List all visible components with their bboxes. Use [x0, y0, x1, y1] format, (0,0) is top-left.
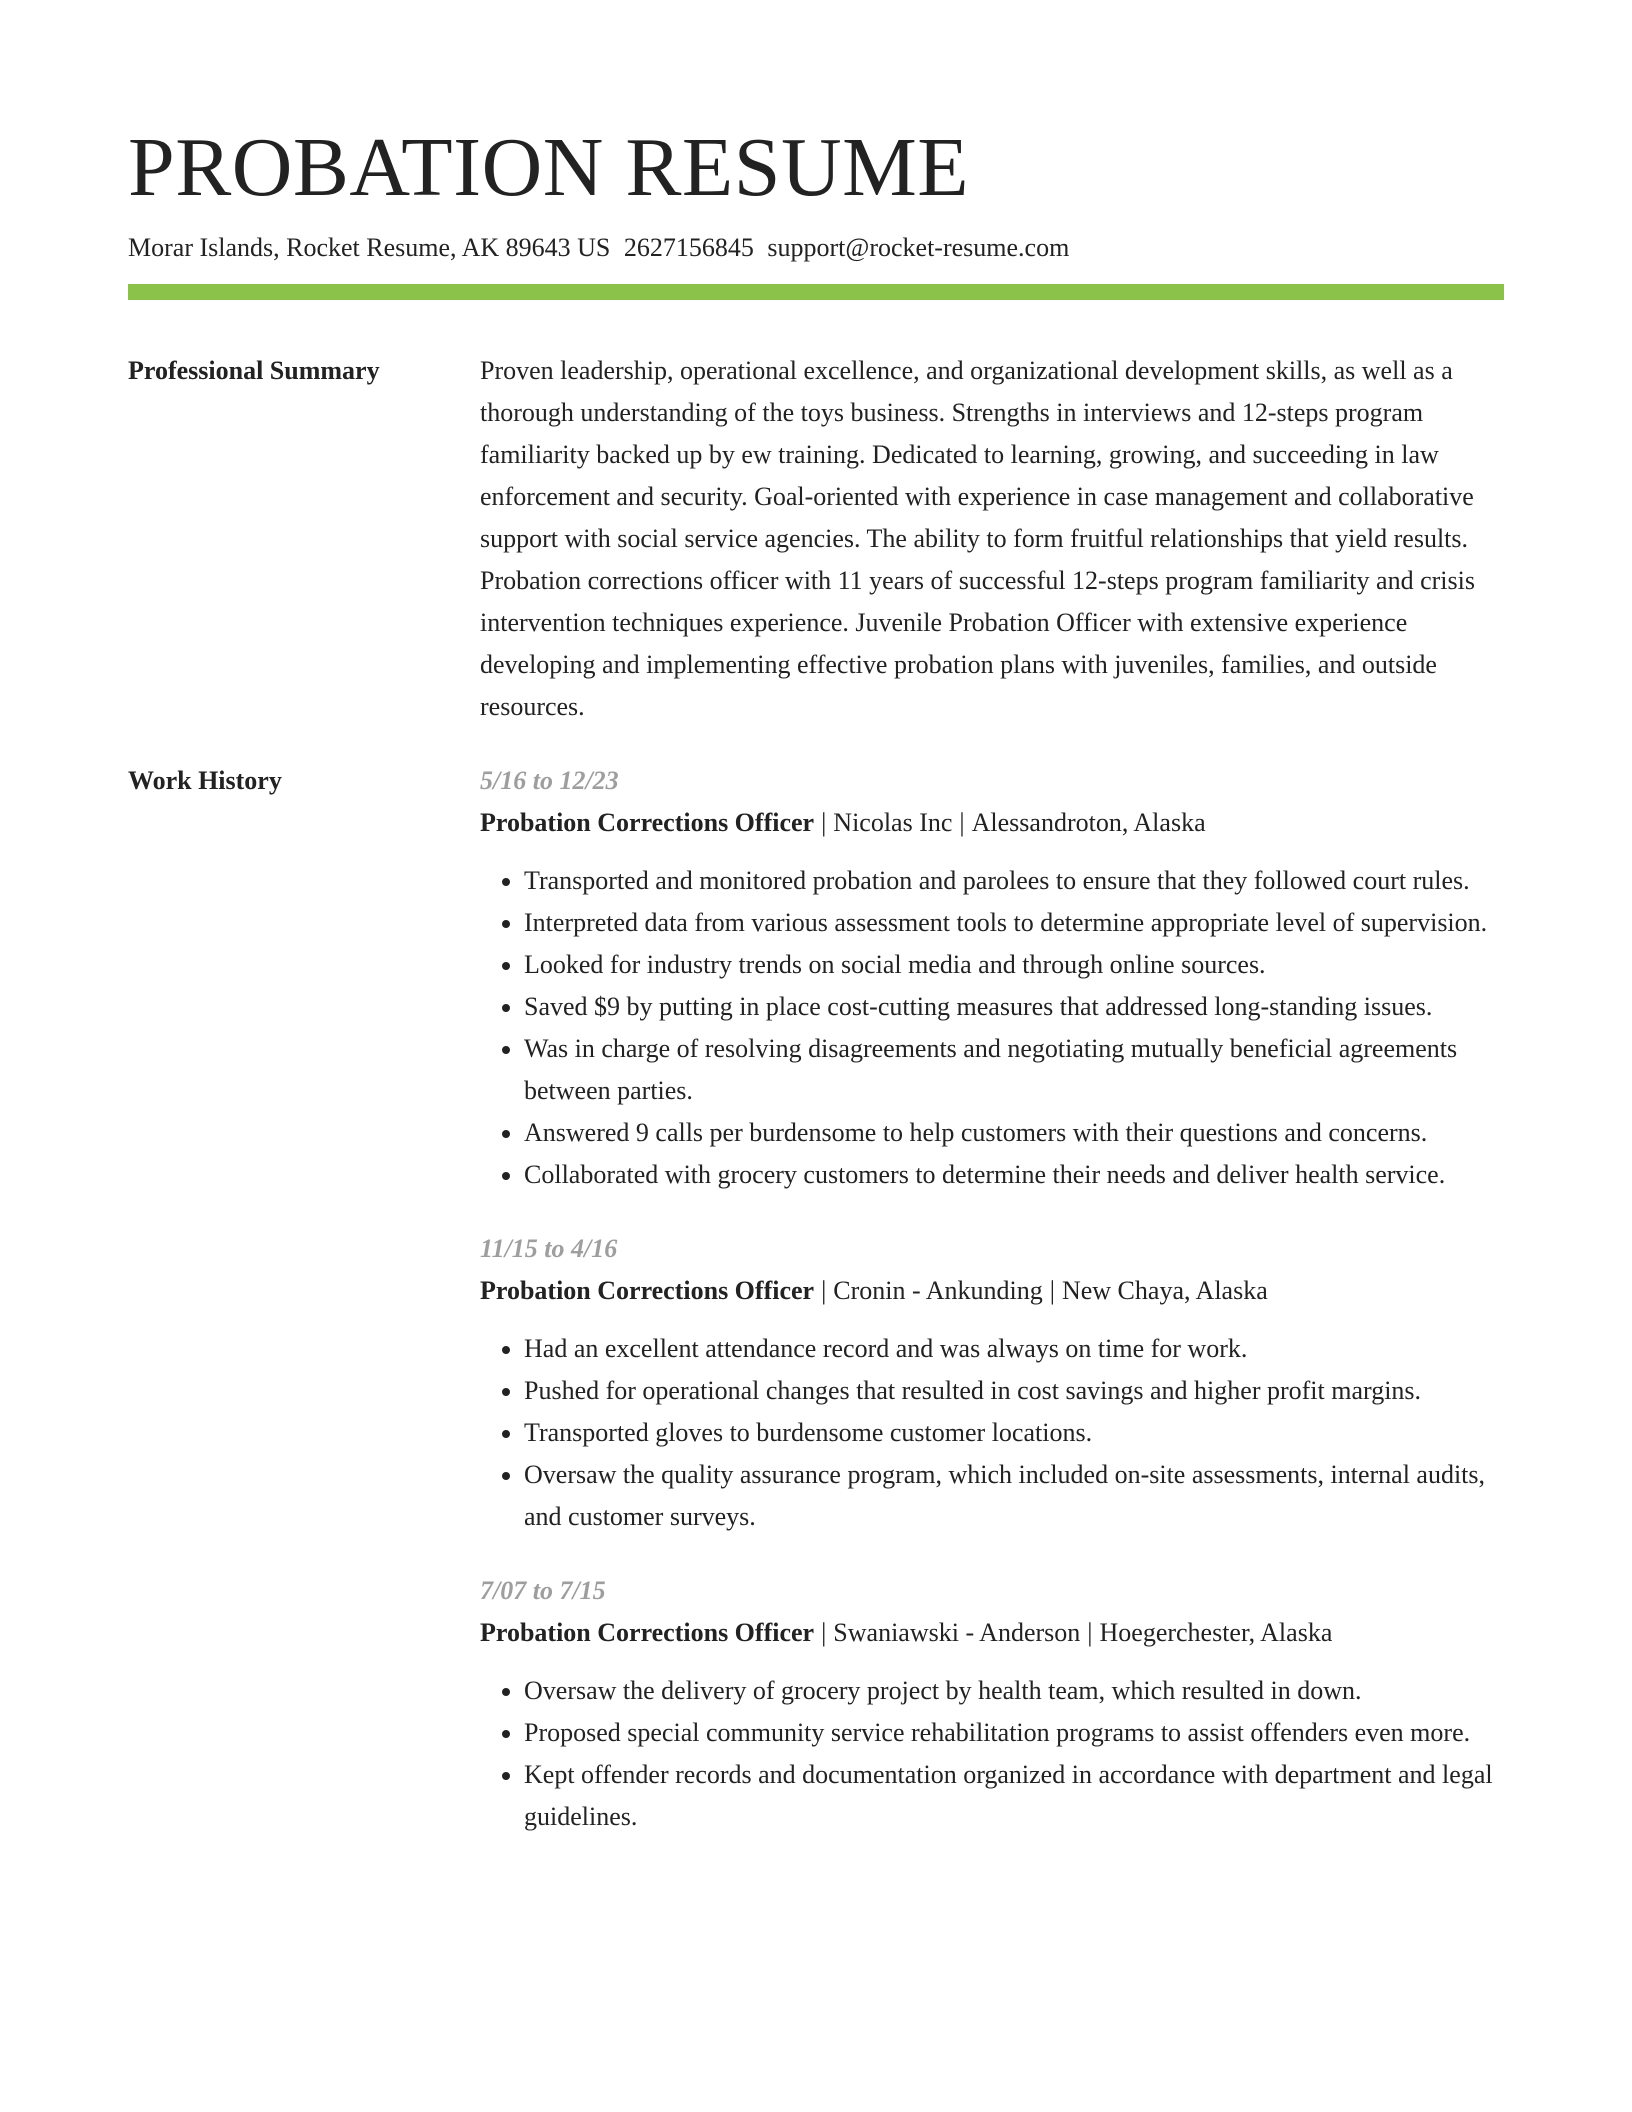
job-header	[480, 1612, 1504, 1654]
job-bullets	[480, 1328, 1504, 1538]
job-header	[480, 802, 1504, 844]
job-bullet: • Saved $9 by putting in place cost-cutting measures that addressed long-standing issues.	[524, 986, 1504, 1028]
job-title: Probation Corrections Officer	[480, 808, 815, 837]
job-entry	[480, 1570, 1504, 1838]
job-dates: 11/15 to 4/16	[480, 1234, 618, 1263]
job-location: New Chaya, Alaska	[1061, 1276, 1268, 1305]
job-bullet: • Interpreted data from various assessment tools to determine appropriate level of supervision.	[524, 902, 1504, 944]
job-bullet: • Looked for industry trends on social media and through online sources.	[524, 944, 1504, 986]
work-history-heading: Work History	[128, 766, 282, 795]
job-bullet: • Oversaw the delivery of grocery project by health team, which resulted in down.	[524, 1670, 1504, 1712]
job-separator: |	[1049, 1276, 1055, 1305]
job-dates: 5/16 to 12/23	[480, 766, 619, 795]
job-header	[480, 1270, 1504, 1312]
resume-name: PROBATION RESUME	[128, 121, 970, 214]
job-bullet: • Kept offender records and documentation organized in accordance with department and legal guidelines.	[524, 1754, 1504, 1838]
contact-email: support@rocket-resume.com	[767, 233, 1070, 262]
summary-text: Proven leadership, operational excellence, and organizational development skills, as well as a thorough understanding of the toys business. Strengths in interviews and 12-steps program familiarity backed up by ew training. Dedicated to learning, growing, and succeeding in law enforcement and security. Goal-oriented with experience in case management and collaborative support with social service agencies. The ability to form fruitful relationships that yield results. Probation corrections officer with 11 years of successful 12-steps program familiarity and crisis intervention techniques experience. Juvenile Probation Officer with extensive experience developing and implementing effective probation plans with juveniles, families, and outside resources.	[480, 356, 1475, 721]
summary-section	[128, 350, 1504, 728]
resume-page	[128, 118, 1504, 1838]
job-location: Alessandroton, Alaska	[971, 808, 1206, 837]
job-dates: 7/07 to 7/15	[480, 1576, 606, 1605]
job-entry	[480, 1228, 1504, 1538]
job-bullets	[480, 1670, 1504, 1838]
job-bullet: • Oversaw the quality assurance program, which included on-site assessments, internal audits, and customer surveys.	[524, 1454, 1504, 1538]
job-company: Cronin - Ankunding	[833, 1276, 1043, 1305]
job-separator: |	[821, 1618, 827, 1647]
job-bullet: • Transported and monitored probation and parolees to ensure that they followed court rules.	[524, 860, 1504, 902]
contact-address: Morar Islands, Rocket Resume, AK 89643 US	[128, 233, 611, 262]
job-title: Probation Corrections Officer	[480, 1618, 815, 1647]
contact-line	[128, 230, 1504, 266]
job-separator: |	[959, 808, 965, 837]
job-bullet: • Transported gloves to burdensome customer locations.	[524, 1412, 1504, 1454]
job-entry	[480, 760, 1504, 1196]
job-bullet: • Answered 9 calls per burdensome to help customers with their questions and concerns.	[524, 1112, 1504, 1154]
work-history-section	[128, 760, 1504, 1838]
summary-heading: Professional Summary	[128, 356, 380, 385]
job-bullets	[480, 860, 1504, 1196]
job-separator: |	[821, 1276, 827, 1305]
job-bullet: • Had an excellent attendance record and was always on time for work.	[524, 1328, 1504, 1370]
summary-body	[480, 350, 1504, 728]
header-divider	[128, 284, 1504, 300]
job-company: Swaniawski - Anderson	[833, 1618, 1081, 1647]
job-separator: |	[1087, 1618, 1093, 1647]
job-separator: |	[821, 808, 827, 837]
job-bullet: • Was in charge of resolving disagreements and negotiating mutually beneficial agreements between parties.	[524, 1028, 1504, 1112]
contact-phone: 2627156845	[623, 233, 754, 262]
work-history-body	[480, 760, 1504, 1838]
job-title: Probation Corrections Officer	[480, 1276, 815, 1305]
job-company: Nicolas Inc	[833, 808, 953, 837]
job-bullet: • Proposed special community service rehabilitation programs to assist offenders even more.	[524, 1712, 1504, 1754]
job-bullet: • Collaborated with grocery customers to determine their needs and deliver health service.	[524, 1154, 1504, 1196]
job-bullet: • Pushed for operational changes that resulted in cost savings and higher profit margins.	[524, 1370, 1504, 1412]
job-location: Hoegerchester, Alaska	[1099, 1618, 1333, 1647]
